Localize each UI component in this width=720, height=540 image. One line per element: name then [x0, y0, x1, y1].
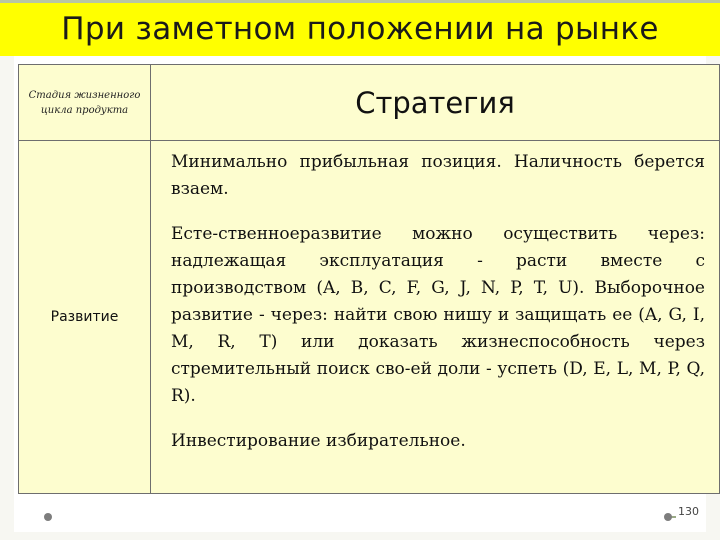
strategy-table [18, 64, 720, 494]
title-bar [0, 0, 720, 56]
page-number: 130 [678, 505, 699, 518]
footer-bullet-right-icon [664, 513, 672, 521]
table-row [19, 141, 720, 494]
footer-bullet-left-icon [44, 513, 52, 521]
stage-cell: Развитие [19, 141, 151, 494]
table-header-row [19, 65, 720, 141]
strategy-cell [151, 141, 720, 494]
header-stage-cell: Стадия жизненного цикла продукта [19, 65, 151, 141]
strategy-paragraph: Минимально прибыльная позиция. Наличность берется взаем. [171, 152, 705, 199]
strategy-paragraph: Есте-ственноеразвитие можно осуществить через: надлежащая эксплуатация - расти вместе с производством (A, B, C, F, G, J, N, P, T, U). Выборочное развитие - через: найти свою нишу и защищать ее (A, G, I, M, R, T) или доказать жизнеспособность через стремительный поиск сво-ей доли - успеть (D, E, L, M, P, Q, R). [171, 224, 705, 406]
strategy-paragraph: Инвестирование избирательное. [171, 431, 466, 451]
slide-title: При заметном положении на рынке [61, 11, 659, 47]
header-strategy-cell: Стратегия [151, 65, 720, 141]
